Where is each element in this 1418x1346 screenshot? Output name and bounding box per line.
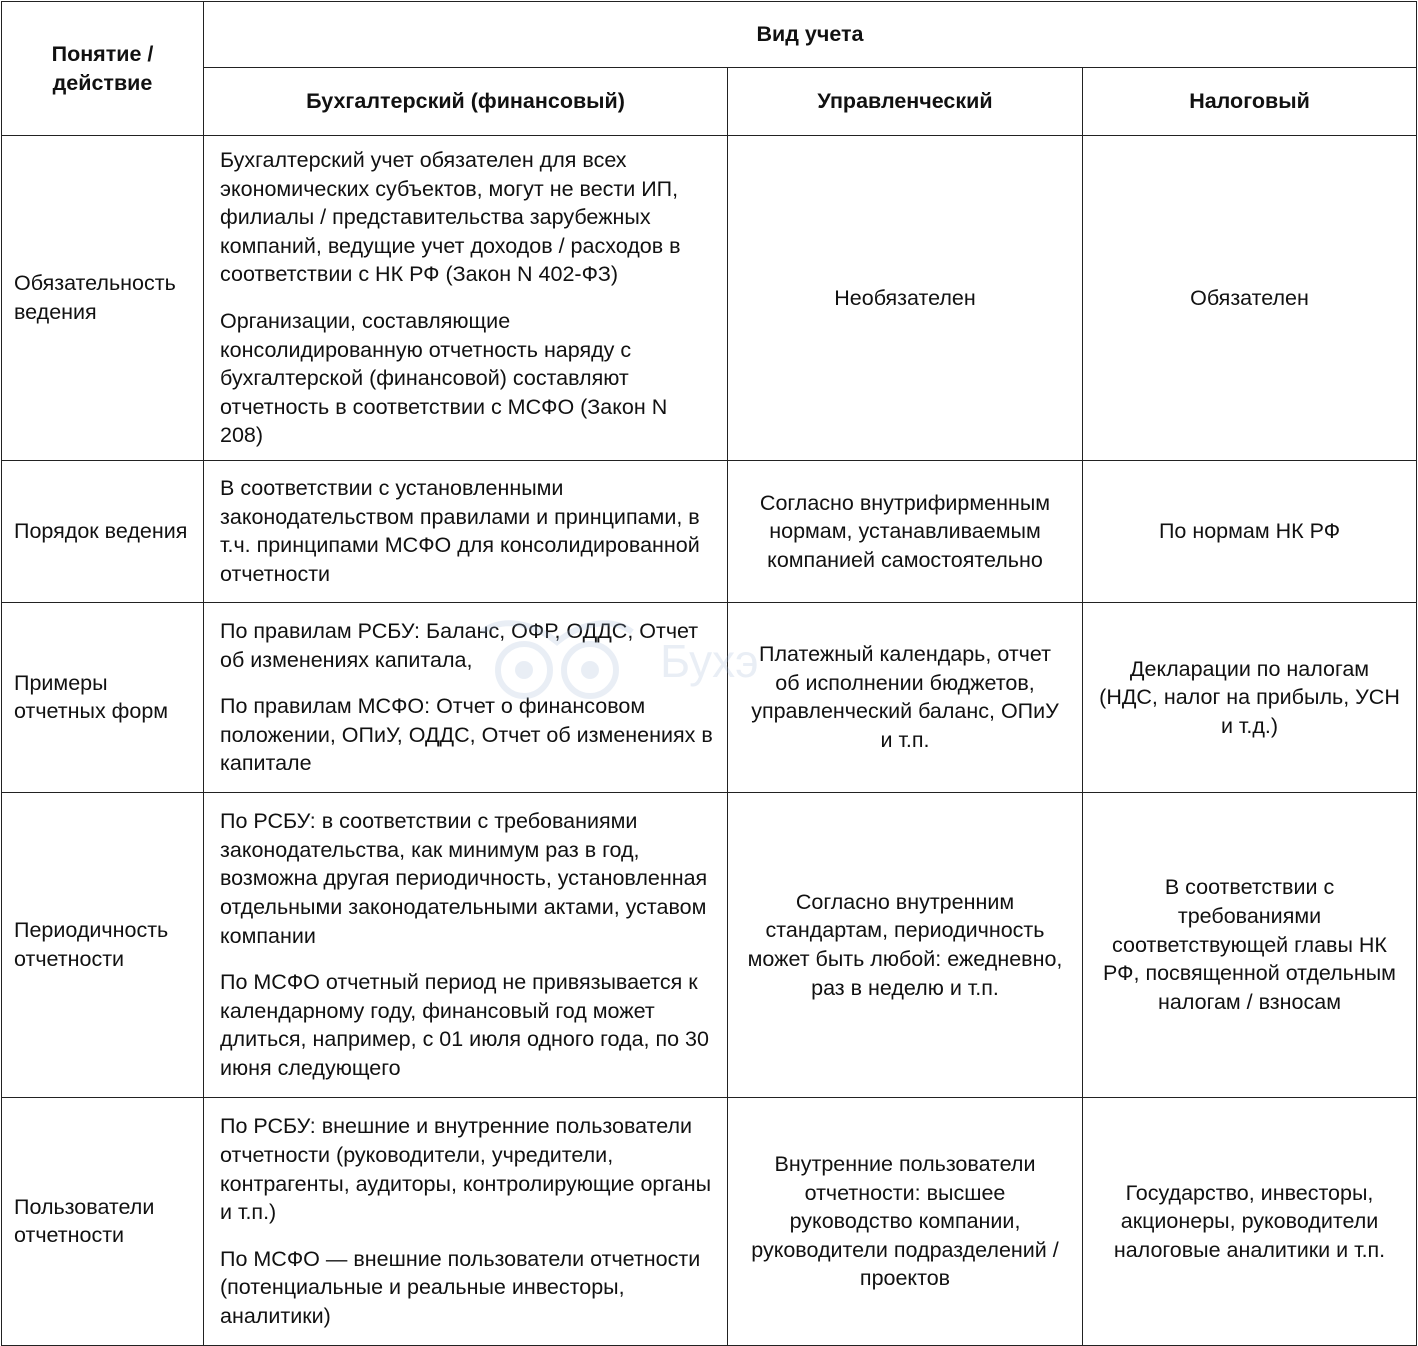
- tax-cell: По нормам НК РФ: [1083, 460, 1417, 602]
- management-cell: Согласно внутренним стандартам, периодичность может быть любой: ежедневно, раз в неделю и т.п.: [728, 792, 1083, 1097]
- management-cell: Платежный календарь, отчет об исполнении бюджетов, управленческий баланс, ОПиУ и т.п.: [728, 602, 1083, 792]
- table-row: [2, 602, 1417, 792]
- concept-header: Понятие / действие: [2, 2, 204, 136]
- concept-cell: Периодичность отчетности: [2, 792, 204, 1097]
- accounting-cell: [204, 792, 728, 1097]
- accounting-cell: [204, 136, 728, 461]
- tax-cell: Декларации по налогам (НДС, налог на прибыль, УСН и т.д.): [1083, 602, 1417, 792]
- table-row: [2, 1097, 1417, 1345]
- header-row-group: [2, 2, 1417, 68]
- accounting-paragraph: По правилам МСФО: Отчет о финансовом положении, ОПиУ, ОДДС, Отчет об изменениях в капитале: [220, 694, 713, 776]
- concept-cell: Обязательность ведения: [2, 136, 204, 461]
- column-header-management: Управленческий: [728, 68, 1083, 136]
- watermark-text: Бухэ: [660, 635, 759, 687]
- management-cell: Внутренние пользователи отчетности: высшее руководство компании, руководители подразделений / проектов: [728, 1097, 1083, 1345]
- accounting-comparison-table: [1, 1, 1417, 1346]
- table-row: [2, 792, 1417, 1097]
- accounting-paragraph: По РСБУ: в соответствии с требованиями законодательства, как минимум раз в год, возможна другая периодичность, установленная отдельными законодательными актами, уставом компании: [220, 809, 708, 948]
- table-row: [2, 136, 1417, 461]
- accounting-paragraph: По МСФО — внешние пользователи отчетности (потенциальные и реальные инвесторы, аналитики): [220, 1246, 701, 1328]
- accounting-paragraph: В соответствии с установленными законодательством правилами и принципами, в т.ч. принципами МСФО для консолидированной отчетности: [220, 476, 700, 587]
- column-header-tax: Налоговый: [1083, 68, 1417, 136]
- header-row-columns: [2, 68, 1417, 136]
- column-header-accounting: Бухгалтерский (финансовый): [204, 68, 728, 136]
- tax-cell: В соответствии с требованиями соответствующей главы НК РФ, посвященной отдельным налогам / взносам: [1083, 792, 1417, 1097]
- concept-cell: Порядок ведения: [2, 460, 204, 602]
- accounting-cell: [204, 1097, 728, 1345]
- tax-cell: Обязателен: [1083, 136, 1417, 461]
- accounting-paragraph: По РСБУ: внешние и внутренние пользователи отчетности (руководители, учредители, контрагенты, аудиторы, контролирующие органы и т.п.): [220, 1114, 712, 1225]
- accounting-paragraph: Организации, составляющие консолидированную отчетность наряду с бухгалтерской (финансовой) составляют отчетность в соответствии с МСФО (Закон N 208): [220, 308, 668, 448]
- concept-cell: Примеры отчетных форм: [2, 602, 204, 792]
- accounting-paragraph: Бухгалтерский учет обязателен для всех экономических субъектов, могут не вести ИП, филиалы / представительства зарубежных компаний, ведущие учет доходов / расходов в соответствии с НК РФ (Закон N 402-ФЗ): [220, 148, 681, 287]
- accounting-paragraph: По правилам РСБУ: Баланс, ОФР, ОДДС, Отчет об изменениях капитала,: [220, 618, 699, 672]
- management-cell: Согласно внутрифирменным нормам, устанавливаемым компанией самостоятельно: [728, 460, 1083, 602]
- management-cell: Необязателен: [728, 136, 1083, 461]
- accounting-paragraph: По МСФО отчетный период не привязывается к календарному году, финансовый год может длиться, например, с 01 июля одного года, по 30 июня следующего: [220, 970, 709, 1081]
- tax-cell: Государство, инвесторы, акционеры, руководители налоговые аналитики и т.п.: [1083, 1097, 1417, 1345]
- accounting-cell: [204, 460, 728, 602]
- table-row: [2, 460, 1417, 602]
- concept-cell: Пользователи отчетности: [2, 1097, 204, 1345]
- accounting-cell: [204, 602, 728, 792]
- accounting-type-header: Вид учета: [204, 2, 1417, 68]
